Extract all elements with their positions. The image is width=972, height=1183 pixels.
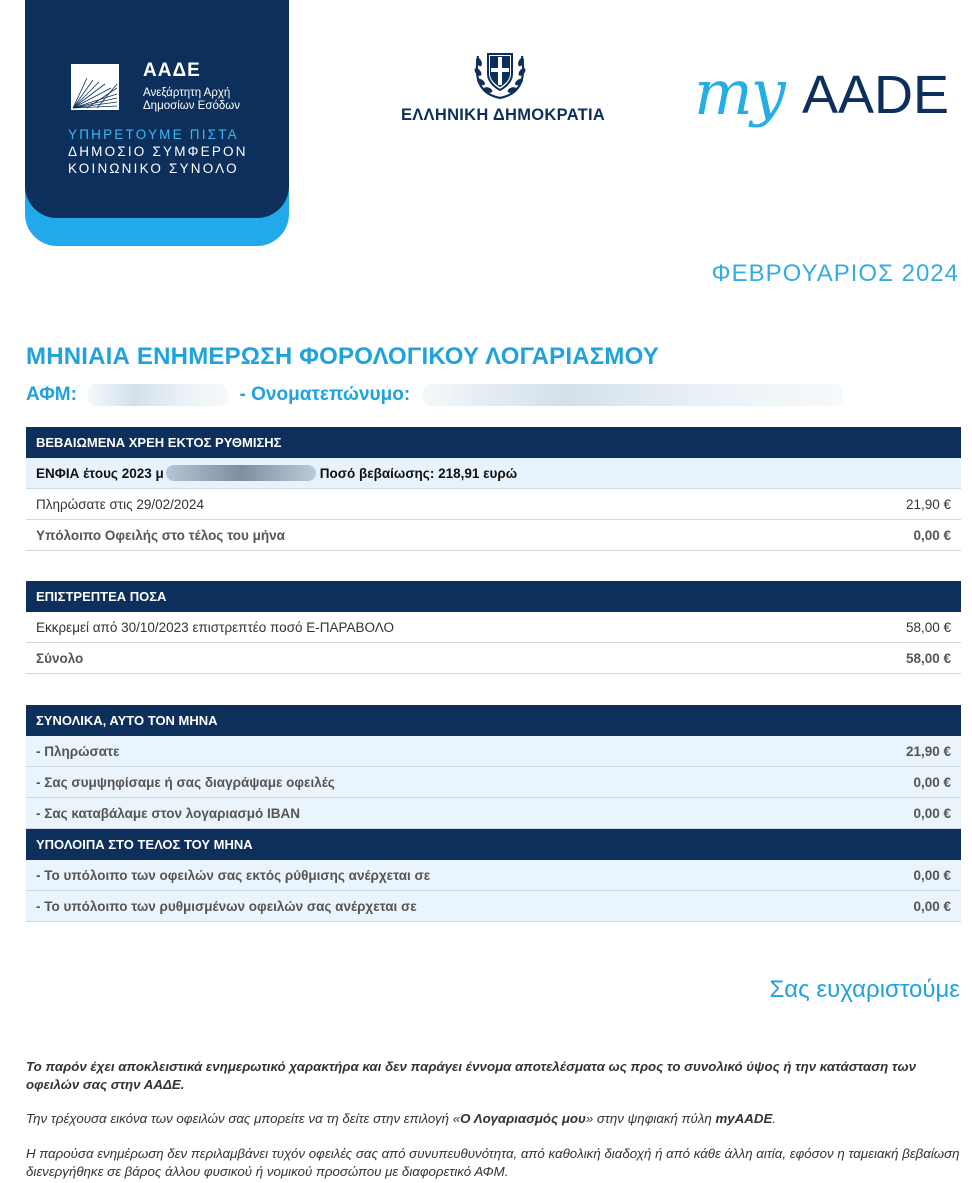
row-label: - Σας συμψηφίσαμε ή σας διαγράψαμε οφειλές	[36, 774, 335, 790]
row-value: 21,90 €	[905, 743, 951, 759]
aade-name: ΑΑΔΕ	[143, 60, 201, 81]
redacted-name	[423, 384, 843, 406]
row-label: - Σας καταβάλαμε στον λογαριασμό IBAN	[36, 805, 301, 821]
table-row	[26, 798, 961, 829]
debt-item-row	[26, 458, 961, 489]
page-title: ΜΗΝΙΑΙΑ ΕΝΗΜΕΡΩΣΗ ΦΟΡΟΛΟΓΙΚΟΥ ΛΟΓΑΡΙΑΣΜΟΥ	[26, 343, 659, 370]
aade-motto	[68, 126, 248, 177]
row-label: Σύνολο	[36, 650, 84, 666]
row-value: 0,00 €	[913, 867, 951, 883]
refunds-header: ΕΠΙΣΤΡΕΠΤΕΑ ΠΟΣΑ	[26, 581, 961, 612]
coat-of-arms-icon	[470, 44, 530, 102]
afm-label: ΑΦΜ:	[26, 384, 77, 406]
row-value: 58,00 €	[905, 650, 951, 666]
account-note-text-e: .	[772, 1111, 777, 1126]
myaade-portal-text: myAADE	[715, 1111, 773, 1126]
name-label: - Ονοματεπώνυμο:	[239, 384, 411, 406]
myaade-logo	[694, 54, 964, 174]
debt-item-amount: Ποσό βεβαίωσης: 218,91 ευρώ	[319, 465, 518, 481]
hellenic-republic-label: ΕΛΛΗΝΙΚΗ ΔΗΜΟΚΡΑΤΙΑ	[400, 106, 606, 124]
table-row	[26, 736, 961, 767]
account-note-text-c: » στην ψηφιακή πύλη	[585, 1111, 716, 1126]
row-label: - Το υπόλοιπο των οφειλών σας εκτός ρύθμισης ανέρχεται σε	[36, 867, 431, 883]
refunds-table	[26, 581, 961, 674]
row-value: 0,00 €	[913, 805, 951, 821]
table-row	[26, 489, 961, 520]
taxpayer-id-line	[26, 384, 843, 406]
row-label: - Πληρώσατε	[36, 743, 120, 759]
myaade-logo-my: my	[694, 56, 784, 129]
aade-logo-icon	[71, 64, 119, 110]
table-row	[26, 767, 961, 798]
aade-subtitle	[143, 87, 240, 113]
row-label: Υπόλοιπο Οφειλής στο τέλος του μήνα	[36, 527, 285, 543]
row-value: 21,90 €	[905, 496, 951, 512]
motto-line-2: ΔΗΜΟΣΙΟ ΣΥΜΦΕΡΟΝ	[68, 144, 248, 159]
account-note-text-a: Την τρέχουσα εικόνα των οφειλών σας μπορείτε να τη δείτε στην επιλογή «	[26, 1111, 461, 1126]
disclaimer-note: Το παρόν έχει αποκλειστικά ενημερωτικό χαρακτήρα και δεν παράγει έννομα αποτελέσματα ως προς το συνολικό ύψος ή την κατάσταση των οφειλών σας στην ΑΑΔΕ.	[26, 1059, 917, 1092]
row-value: 0,00 €	[913, 774, 951, 790]
myaade-logo-aade: AADE	[802, 65, 950, 125]
aade-brand-panel	[25, 0, 289, 218]
table-row	[26, 891, 961, 922]
redacted-afm	[88, 384, 228, 406]
row-label: Εκκρεμεί από 30/10/2023 επιστρεπτέο ποσό Ε-ΠΑΡΑΒΟΛΟ	[36, 619, 395, 635]
row-label: Πληρώσατε στις 29/02/2024	[36, 496, 204, 512]
balances-header: ΥΠΟΛΟΙΠΑ ΣΤΟ ΤΕΛΟΣ ΤΟΥ ΜΗΝΑ	[26, 829, 961, 860]
table-row	[26, 643, 961, 674]
motto-line-1: ΥΠΗΡΕΤΟΥΜΕ ΠΙΣΤΑ	[68, 127, 239, 142]
debts-header: ΒΕΒΑΙΩΜΕΝΑ ΧΡΕΗ ΕΚΤΟΣ ΡΥΘΜΙΣΗΣ	[26, 427, 961, 458]
row-value: 0,00 €	[913, 898, 951, 914]
row-value: 58,00 €	[905, 619, 951, 635]
aade-subtitle-line-1: Ανεξάρτητη Αρχή	[143, 87, 231, 99]
motto-line-3: ΚΟΙΝΩΝΙΚΟ ΣΥΝΟΛΟ	[68, 161, 239, 176]
table-row	[26, 860, 961, 891]
my-account-link-text: Ο Λογαριασμός μου	[460, 1111, 586, 1126]
totals-table	[26, 705, 961, 922]
table-row	[26, 612, 961, 643]
row-value: 0,00 €	[913, 527, 951, 543]
table-row	[26, 520, 961, 551]
coverage-note: Η παρούσα ενημέρωση δεν περιλαμβάνει τυχόν οφειλές σας από συνυπευθυνότητα, από καθολική διαδοχή ή από κάθε άλλη αιτία, εφόσον η ταμειακή βεβαίωση διενεργήθηκε σε βάρος άλλου φυσικού ή νομικού προσώπου με διαφορετικό ΑΦΜ.	[26, 1146, 960, 1179]
row-label: - Το υπόλοιπο των ρυθμισμένων οφειλών σας ανέρχεται σε	[36, 898, 417, 914]
debts-table	[26, 427, 961, 551]
thank-you-message: Σας ευχαριστούμε	[769, 976, 960, 1003]
aade-subtitle-line-2: Δημοσίων Εσόδων	[143, 100, 240, 112]
totals-header: ΣΥΝΟΛΙΚΑ, ΑΥΤΟ ΤΟΝ ΜΗΝΑ	[26, 705, 961, 736]
redacted-debt-detail	[166, 465, 316, 481]
debt-item-prefix: ΕΝΦΙΑ έτους 2023 μ	[36, 465, 164, 481]
statement-month: ΦΕΒΡΟΥΑΡΙΟΣ 2024	[711, 260, 959, 287]
account-note	[26, 1110, 962, 1128]
